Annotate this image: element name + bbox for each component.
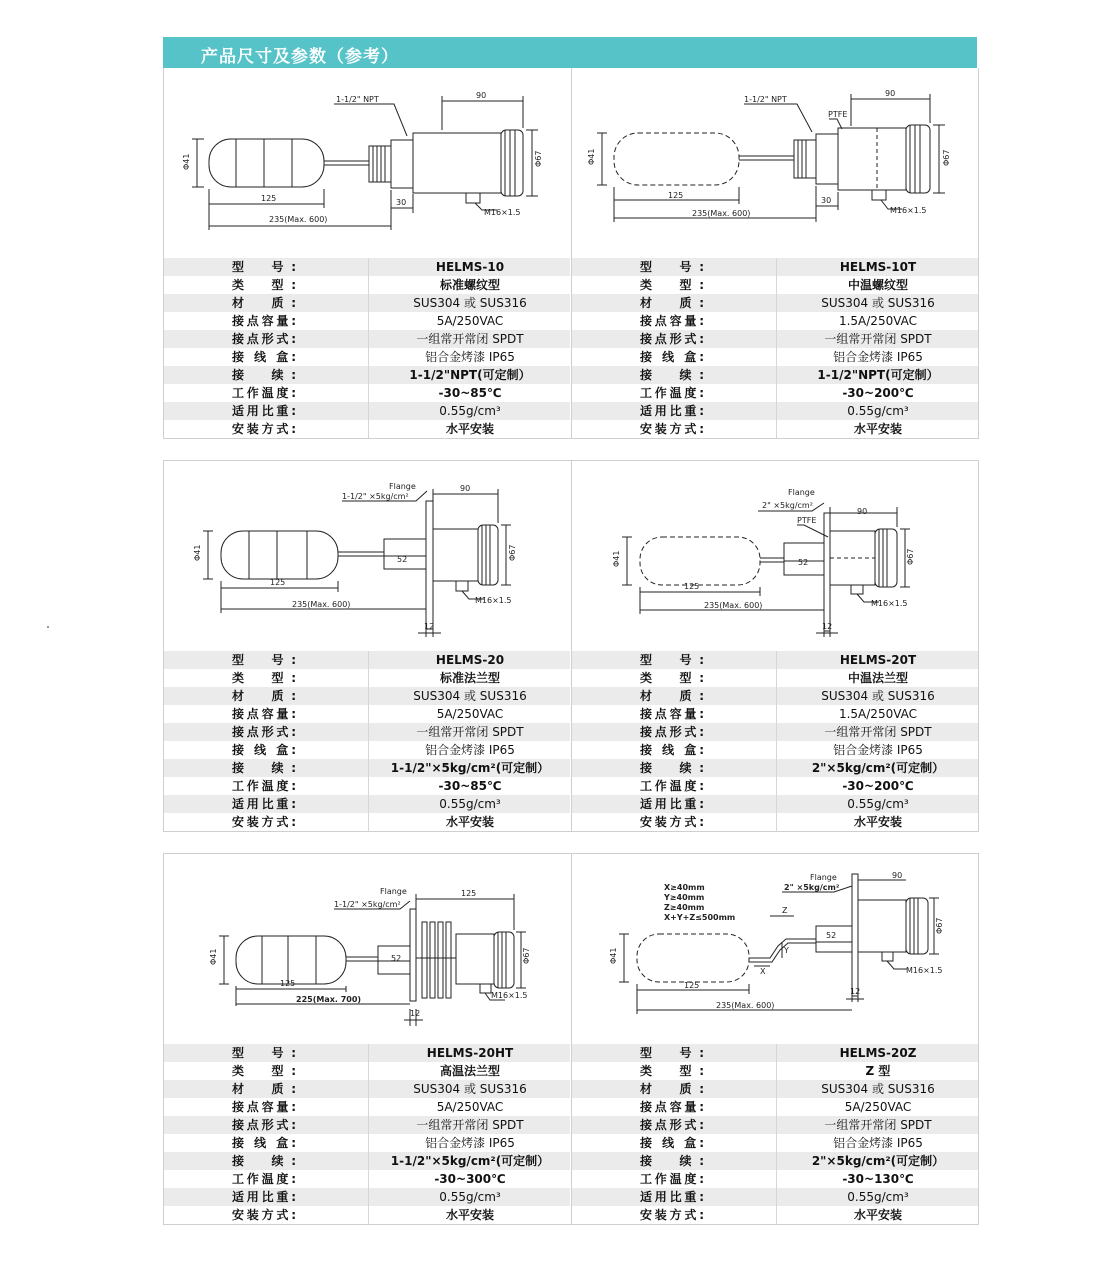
spec-label: 类 型: <box>640 278 704 292</box>
dim-diameter-67: Φ67 <box>935 917 944 934</box>
spec-row <box>572 669 978 687</box>
spec-row <box>164 1134 570 1152</box>
spec-row <box>164 330 570 348</box>
section-title: 产品尺寸及参数（参考） <box>201 47 399 67</box>
spec-label: 接 续: <box>232 368 296 382</box>
spec-value: 2"×5kg/cm²(可定制） <box>776 1152 979 1170</box>
spec-value: 1.5A/250VAC <box>776 705 979 723</box>
spec-value: SUS304 或 SUS316 <box>368 294 571 312</box>
drawing-svg <box>164 68 570 258</box>
dim-125: 125 <box>684 582 700 591</box>
section-header <box>163 37 977 68</box>
dim-diameter-67: Φ67 <box>906 548 915 565</box>
spec-row <box>164 669 570 687</box>
flange-spec-label: 2" ×5kg/cm² <box>762 501 813 510</box>
spec-label: 适用比重: <box>232 404 296 418</box>
spec-label: 接点容量: <box>640 314 704 328</box>
dimension-drawing <box>572 461 978 651</box>
spec-value: 铝合金烤漆 IP65 <box>368 741 571 759</box>
spec-value: SUS304 或 SUS316 <box>776 294 979 312</box>
spec-value: HELMS-20T <box>776 651 979 669</box>
spec-label: 适用比重: <box>232 797 296 811</box>
spec-value: 铝合金烤漆 IP65 <box>776 741 979 759</box>
dim-125: 125 <box>270 578 286 587</box>
spec-label: 材 质: <box>640 689 704 703</box>
spec-row <box>572 330 978 348</box>
thread-body <box>369 146 391 182</box>
dim-m16: M16×1.5 <box>906 966 943 975</box>
spec-label: 材 质: <box>640 296 704 310</box>
spec-value: -30~85℃ <box>368 777 571 795</box>
spec-label: 工作温度: <box>640 386 704 400</box>
spec-value: 2"×5kg/cm²(可定制） <box>776 759 979 777</box>
dimension-drawing <box>164 854 570 1044</box>
dim-diameter-41: Φ41 <box>182 153 191 170</box>
dim-52: 52 <box>391 954 402 963</box>
dim-total-length: 235(Max. 600) <box>692 209 751 218</box>
spec-value: HELMS-20HT <box>368 1044 571 1062</box>
spec-label: 工作温度: <box>640 1172 704 1186</box>
spec-row <box>572 777 978 795</box>
dim-12: 12 <box>424 622 435 631</box>
spec-row <box>164 777 570 795</box>
z-constraint-z: Z≥40mm <box>664 903 705 912</box>
spec-label: 接 续: <box>232 1154 296 1168</box>
spec-label: 接点形式: <box>232 1118 296 1132</box>
spec-label: 接 线 盒: <box>232 1136 296 1150</box>
dimension-drawing <box>572 854 978 1044</box>
spec-row <box>164 366 570 384</box>
spec-row <box>164 384 570 402</box>
dim-m16: M16×1.5 <box>475 596 512 605</box>
product-card-helms-20ht <box>164 854 570 1224</box>
spec-row <box>572 1152 978 1170</box>
spec-value: 5A/250VAC <box>776 1098 979 1116</box>
spec-value: SUS304 或 SUS316 <box>776 1080 979 1098</box>
spec-row <box>572 294 978 312</box>
dim-diameter-67: Φ67 <box>508 544 517 561</box>
spec-row <box>572 1098 978 1116</box>
spec-row <box>572 312 978 330</box>
dim-12: 12 <box>850 987 861 996</box>
dim-30: 30 <box>396 198 407 207</box>
spec-label: 工作温度: <box>232 779 296 793</box>
flange-spec-label: 2" ×5kg/cm² <box>784 883 840 892</box>
spec-label: 接点容量: <box>640 1100 704 1114</box>
spec-row <box>572 420 978 438</box>
dim-125: 125 <box>668 191 684 200</box>
spec-row <box>164 1098 570 1116</box>
dim-total-length: 235(Max. 600) <box>704 601 763 610</box>
spec-table <box>164 651 570 831</box>
spec-value: -30~130℃ <box>776 1170 979 1188</box>
dim-width: 90 <box>892 871 903 880</box>
spec-label: 安装方式: <box>232 422 296 436</box>
dim-total-length: 235(Max. 600) <box>269 215 328 224</box>
spec-row <box>164 723 570 741</box>
spec-label: 接点形式: <box>232 725 296 739</box>
dim-diameter-67: Φ67 <box>522 947 531 964</box>
flange-label: Flange <box>810 873 837 882</box>
spec-value: 0.55g/cm³ <box>776 1188 979 1206</box>
spec-label: 安装方式: <box>640 815 704 829</box>
spec-label: 类 型: <box>640 671 704 685</box>
product-card-helms-20 <box>164 461 570 831</box>
npt-label: 1-1/2" NPT <box>744 95 787 104</box>
drawing-svg <box>572 461 978 651</box>
spec-label: 适用比重: <box>640 404 704 418</box>
spec-label: 安装方式: <box>640 1208 704 1222</box>
spec-label: 接点容量: <box>232 707 296 721</box>
spec-label: 接点容量: <box>232 1100 296 1114</box>
spec-row <box>164 1116 570 1134</box>
spec-value: -30~300℃ <box>368 1170 571 1188</box>
product-row-1 <box>163 68 979 439</box>
ptfe-label: PTFE <box>828 110 848 119</box>
spec-value: HELMS-20Z <box>776 1044 979 1062</box>
spec-label: 材 质: <box>232 1082 296 1096</box>
drawing-svg <box>572 68 978 258</box>
ptfe-label: PTFE <box>797 516 817 525</box>
dim-30: 30 <box>821 196 832 205</box>
product-card-helms-20t <box>571 461 978 831</box>
float-ball <box>614 133 739 185</box>
dim-width: 90 <box>857 507 868 516</box>
spec-label: 适用比重: <box>640 797 704 811</box>
dim-m16: M16×1.5 <box>890 206 927 215</box>
spec-row <box>572 795 978 813</box>
spec-value: 铝合金烤漆 IP65 <box>368 348 571 366</box>
spec-row <box>164 1170 570 1188</box>
drawing-svg <box>164 461 570 651</box>
spec-label: 工作温度: <box>640 779 704 793</box>
spec-row <box>164 1188 570 1206</box>
float-ball <box>640 537 760 585</box>
spec-value: 一组常开常闭 SPDT <box>776 723 979 741</box>
spec-value: 一组常开常闭 SPDT <box>368 1116 571 1134</box>
spec-value: 铝合金烤漆 IP65 <box>776 1134 979 1152</box>
dim-12: 12 <box>410 1009 421 1018</box>
spec-row <box>572 813 978 831</box>
stray-dot <box>47 626 49 628</box>
dim-width: 125 <box>461 889 477 898</box>
spec-label: 接点形式: <box>232 332 296 346</box>
spec-label: 材 质: <box>640 1082 704 1096</box>
dim-diameter-67: Φ67 <box>534 150 543 167</box>
dimension-drawing <box>164 461 570 651</box>
product-card-helms-20z <box>571 854 978 1224</box>
dim-diameter-41: Φ41 <box>209 948 218 965</box>
flange-label: Flange <box>389 482 416 491</box>
spec-label: 接 线 盒: <box>232 350 296 364</box>
spec-row <box>164 420 570 438</box>
spec-value: HELMS-10T <box>776 258 979 276</box>
spec-row <box>572 705 978 723</box>
spec-table <box>164 1044 570 1224</box>
dim-width: 90 <box>476 91 487 100</box>
float-ball <box>637 934 749 982</box>
product-row-2 <box>163 460 979 832</box>
dim-52: 52 <box>397 555 408 564</box>
spec-row <box>164 813 570 831</box>
dim-m16: M16×1.5 <box>871 599 908 608</box>
spec-label: 型 号: <box>640 260 704 274</box>
spec-value: 一组常开常闭 SPDT <box>776 1116 979 1134</box>
spec-value: 1-1/2"×5kg/cm²(可定制） <box>368 759 571 777</box>
dim-diameter-41: Φ41 <box>587 148 596 165</box>
z-label: Z <box>782 906 788 915</box>
spec-value: 1.5A/250VAC <box>776 312 979 330</box>
spec-value: 标准法兰型 <box>368 669 571 687</box>
spec-row <box>572 348 978 366</box>
spec-row <box>164 276 570 294</box>
spec-value: 1-1/2"NPT(可定制） <box>368 366 571 384</box>
product-row-3 <box>163 853 979 1225</box>
spec-value: 0.55g/cm³ <box>368 1188 571 1206</box>
spec-row <box>164 741 570 759</box>
spec-row <box>572 651 978 669</box>
spec-label: 接 续: <box>640 1154 704 1168</box>
spec-row <box>572 1170 978 1188</box>
spec-value: 5A/250VAC <box>368 705 571 723</box>
dim-m16: M16×1.5 <box>484 208 521 217</box>
float-ball <box>209 139 324 187</box>
dim-width: 90 <box>885 89 896 98</box>
spec-label: 接 续: <box>640 761 704 775</box>
spec-row <box>164 1080 570 1098</box>
spec-row <box>572 366 978 384</box>
spec-label: 接 线 盒: <box>640 1136 704 1150</box>
x-label: X <box>760 967 766 976</box>
spec-label: 型 号: <box>232 260 296 274</box>
spec-row <box>164 258 570 276</box>
dim-diameter-41: Φ41 <box>193 544 202 561</box>
dim-125: 125 <box>684 981 700 990</box>
spec-label: 接点容量: <box>232 314 296 328</box>
spec-label: 接点形式: <box>640 725 704 739</box>
spec-row <box>572 1206 978 1224</box>
spec-table <box>572 1044 978 1224</box>
spec-table <box>164 258 570 438</box>
spec-row <box>572 723 978 741</box>
flange-plate <box>822 513 833 631</box>
spec-label: 材 质: <box>232 296 296 310</box>
spec-label: 接点形式: <box>640 332 704 346</box>
y-label: Y <box>784 946 789 955</box>
spec-row <box>164 687 570 705</box>
dim-width: 90 <box>460 484 471 493</box>
spec-row <box>572 1062 978 1080</box>
float-ball <box>236 936 346 984</box>
spec-label: 型 号: <box>640 1046 704 1060</box>
spec-label: 安装方式: <box>232 1208 296 1222</box>
dim-52: 52 <box>798 558 809 567</box>
spec-row <box>164 1044 570 1062</box>
dim-125: 125 <box>261 194 277 203</box>
z-constraint-y: Y≥40mm <box>664 893 705 902</box>
spec-value: HELMS-20 <box>368 651 571 669</box>
spec-label: 接 续: <box>640 368 704 382</box>
dim-52: 52 <box>826 931 837 940</box>
spec-label: 类 型: <box>232 278 296 292</box>
dim-diameter-67: Φ67 <box>942 149 951 166</box>
spec-value: 中温螺纹型 <box>776 276 979 294</box>
product-card-helms-10 <box>164 68 570 438</box>
spec-value: 0.55g/cm³ <box>368 795 571 813</box>
spec-value: 铝合金烤漆 IP65 <box>776 348 979 366</box>
spec-row <box>572 1134 978 1152</box>
dim-diameter-41: Φ41 <box>609 947 618 964</box>
spec-value: 5A/250VAC <box>368 312 571 330</box>
spec-label: 类 型: <box>232 1064 296 1078</box>
dim-total-length: 225(Max. 700) <box>296 995 362 1004</box>
spec-label: 接 线 盒: <box>232 743 296 757</box>
dim-total-length: 235(Max. 600) <box>292 600 351 609</box>
flange-spec-label: 1-1/2" ×5kg/cm² <box>342 492 409 501</box>
dim-total-length: 235(Max. 600) <box>716 1001 775 1010</box>
spec-value: Z 型 <box>776 1062 979 1080</box>
product-card-helms-10t <box>571 68 978 438</box>
spec-value: -30~200℃ <box>776 384 979 402</box>
spec-table <box>572 651 978 831</box>
spec-value: SUS304 或 SUS316 <box>368 1080 571 1098</box>
spec-label: 接点形式: <box>640 1118 704 1132</box>
spec-value: 一组常开常闭 SPDT <box>368 723 571 741</box>
spec-value: 水平安装 <box>776 813 979 831</box>
spec-label: 型 号: <box>640 653 704 667</box>
drawing-svg <box>572 854 978 1044</box>
z-constraint-x: X≥40mm <box>664 883 705 892</box>
spec-row <box>164 402 570 420</box>
dimension-drawing <box>164 68 570 258</box>
spec-label: 类 型: <box>232 671 296 685</box>
dim-m16: M16×1.5 <box>491 991 528 1000</box>
spec-value: 标准螺纹型 <box>368 276 571 294</box>
spec-label: 型 号: <box>232 1046 296 1060</box>
spec-value: 铝合金烤漆 IP65 <box>368 1134 571 1152</box>
float-ball <box>221 531 338 579</box>
spec-value: 高温法兰型 <box>368 1062 571 1080</box>
spec-row <box>572 1044 978 1062</box>
spec-row <box>164 1062 570 1080</box>
spec-row <box>572 741 978 759</box>
spec-row <box>572 1188 978 1206</box>
spec-row <box>164 705 570 723</box>
spec-label: 接点容量: <box>640 707 704 721</box>
spec-row <box>572 384 978 402</box>
spec-value: -30~85℃ <box>368 384 571 402</box>
spec-row <box>164 795 570 813</box>
spec-value: 5A/250VAC <box>368 1098 571 1116</box>
flange-plate <box>410 909 416 1001</box>
spec-value: 0.55g/cm³ <box>776 402 979 420</box>
spec-label: 材 质: <box>232 689 296 703</box>
spec-label: 类 型: <box>640 1064 704 1078</box>
spec-label: 适用比重: <box>640 1190 704 1204</box>
spec-row <box>164 312 570 330</box>
spec-value: SUS304 或 SUS316 <box>776 687 979 705</box>
spec-table <box>572 258 978 438</box>
dim-12: 12 <box>822 622 833 631</box>
flange-plate <box>426 501 433 629</box>
spec-row <box>572 759 978 777</box>
spec-row <box>572 402 978 420</box>
spec-value: 1-1/2"×5kg/cm²(可定制） <box>368 1152 571 1170</box>
dimension-drawing <box>572 68 978 258</box>
spec-label: 工作温度: <box>232 1172 296 1186</box>
spec-value: 水平安装 <box>368 813 571 831</box>
spec-row <box>572 276 978 294</box>
spec-value: 一组常开常闭 SPDT <box>368 330 571 348</box>
spec-row <box>164 294 570 312</box>
spec-label: 安装方式: <box>232 815 296 829</box>
npt-label: 1-1/2" NPT <box>336 95 379 104</box>
flange-spec-label: 1-1/2" ×5kg/cm² <box>334 900 401 909</box>
spec-value: 水平安装 <box>776 420 979 438</box>
spec-label: 安装方式: <box>640 422 704 436</box>
spec-value: 0.55g/cm³ <box>368 402 571 420</box>
spec-value: 中温法兰型 <box>776 669 979 687</box>
dim-125: 125 <box>280 979 296 988</box>
z-constraint-sum: X+Y+Z≤500mm <box>664 913 736 922</box>
spec-value: HELMS-10 <box>368 258 571 276</box>
housing <box>413 133 501 193</box>
spec-label: 适用比重: <box>232 1190 296 1204</box>
flange-plate <box>850 874 861 996</box>
spec-label: 工作温度: <box>232 386 296 400</box>
spec-value: 水平安装 <box>368 420 571 438</box>
spec-value: SUS304 或 SUS316 <box>368 687 571 705</box>
spec-label: 接 线 盒: <box>640 743 704 757</box>
spec-row <box>572 258 978 276</box>
spec-value: 水平安装 <box>368 1206 571 1224</box>
spec-value: 水平安装 <box>776 1206 979 1224</box>
drawing-svg <box>164 854 570 1044</box>
flange-label: Flange <box>380 887 407 896</box>
flange-label: Flange <box>788 488 815 497</box>
spec-row <box>164 348 570 366</box>
spec-row <box>572 1080 978 1098</box>
spec-row <box>164 1152 570 1170</box>
spec-row <box>164 1206 570 1224</box>
spec-label: 型 号: <box>232 653 296 667</box>
spec-value: -30~200℃ <box>776 777 979 795</box>
dim-diameter-41: Φ41 <box>612 550 621 567</box>
spec-row <box>164 651 570 669</box>
spec-label: 接 续: <box>232 761 296 775</box>
spec-value: 0.55g/cm³ <box>776 795 979 813</box>
spec-value: 1-1/2"NPT(可定制） <box>776 366 979 384</box>
spec-label: 接 线 盒: <box>640 350 704 364</box>
spec-value: 一组常开常闭 SPDT <box>776 330 979 348</box>
spec-row <box>572 687 978 705</box>
spec-row <box>164 759 570 777</box>
spec-row <box>572 1116 978 1134</box>
